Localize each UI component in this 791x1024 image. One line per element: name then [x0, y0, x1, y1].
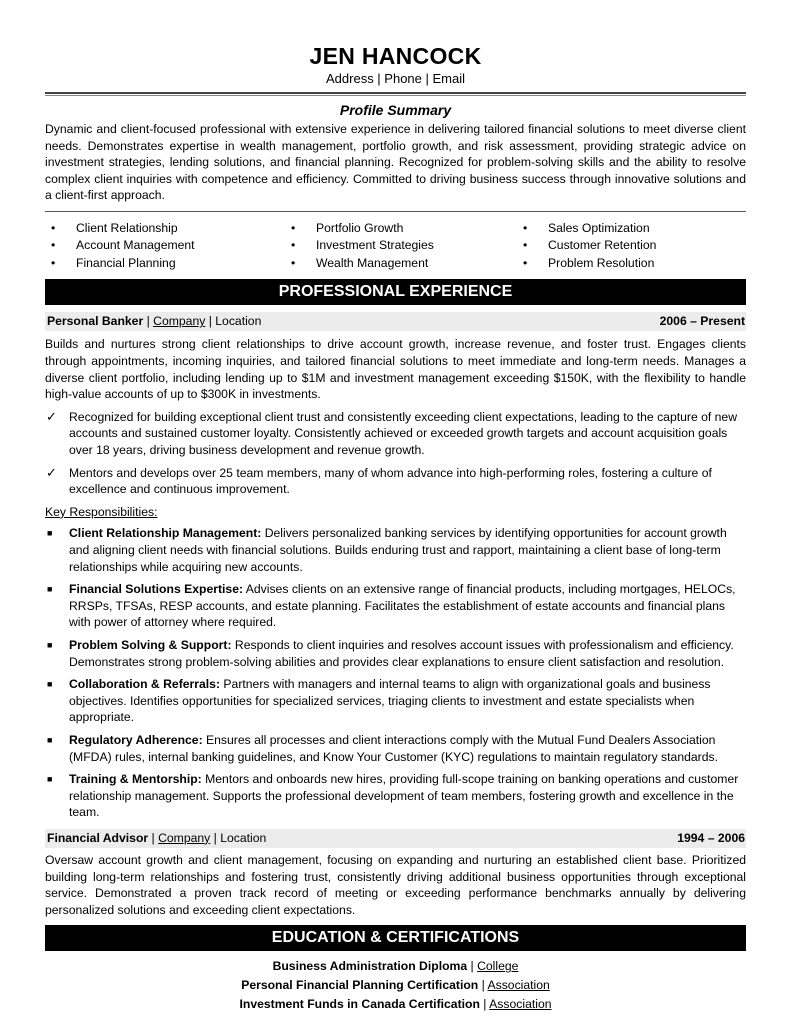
bullet-icon: •	[291, 255, 296, 270]
achievement-item: ✓ Recognized for building exceptional client trust and consistently exceeding client expectations, leading to the capture of new accounts and sustained customer loyalty. Consistently achieved or exceeded growth targets and account acquisition goals over 18 years, driving business development and revenue growth.	[46, 408, 738, 458]
square-bullet-icon: ■	[47, 639, 53, 650]
responsibility-item: ■ Collaboration & Referrals: Partners with managers and internal teams to align with organizational goals and business objectives. Identifies opportunities for specialized services, triaging clients to investment and estate specialists when appropriate.	[47, 677, 711, 725]
bullet-icon: •	[51, 255, 56, 270]
institution: College	[477, 959, 519, 974]
responsibility-item: ■ Client Relationship Management: Delivers personalized banking services by identifying opportunities for account growth and aligning client needs with financial solutions. Builds enduring trust and rapport, maintaining a client base of long-term relationships while acquiring new accounts.	[47, 526, 727, 574]
skills-column-3	[517, 220, 746, 273]
skill-item: • Account Management	[45, 237, 285, 255]
bullet-icon: •	[523, 220, 528, 235]
education-list	[45, 957, 746, 1014]
skill-item: • Sales Optimization	[517, 220, 746, 238]
job-header	[45, 312, 746, 331]
achievements-list	[45, 409, 746, 498]
skill-item: • Wealth Management	[285, 255, 517, 273]
key-responsibilities-label: Key Responsibilities:	[45, 504, 158, 519]
square-bullet-icon: ■	[47, 774, 53, 785]
header-divider	[45, 92, 746, 96]
job-dates: 2006 – Present	[659, 314, 745, 329]
responsibility-item: ■ Training & Mentorship: Mentors and onboards new hires, providing full-scope training on banking operations and customer relationship management. Supports the professional development of team members, fostering growth and excellence in the team.	[47, 772, 739, 820]
responsibility-item: ■ Problem Solving & Support: Responds to client inquiries and resolves account issues with professionalism and efficiency. Demonstrates strong problem-solving abilities and provides clear explanations to ensure client satisfaction and resolution.	[47, 637, 734, 669]
responsibility-item: ■ Financial Solutions Expertise: Advises clients on an extensive range of financial products, including mortgages, HELOCs, RRSPs, TFSAs, RESP accounts, and estate planning. Facilitates the establishment of estate accounts and financial plans with power of attorney where required.	[47, 582, 736, 630]
job-title: Personal Banker	[47, 314, 144, 329]
education-heading: EDUCATION & CERTIFICATIONS	[45, 925, 746, 951]
job-header	[45, 829, 746, 848]
skills-grid	[45, 220, 746, 273]
square-bullet-icon: ■	[47, 528, 53, 539]
institution: Association	[487, 978, 550, 993]
company-name: Company	[153, 314, 206, 329]
skill-item: • Customer Retention	[517, 237, 746, 255]
job-location: Location	[215, 314, 262, 329]
skills-column-1	[45, 220, 285, 273]
bullet-icon: •	[291, 238, 296, 253]
resume-page	[45, 42, 746, 1014]
institution: Association	[489, 997, 552, 1012]
job-summary: Oversaw account growth and client management, focusing on expanding and nurturing an established client base. Prioritized building long-term relationships and fostering trust, consistently driving additional business opportunities through exceptional service. Demonstrated a proven track record of meeting or exceeding performance benchmarks annually by delivering personalized solutions and exceeding client expectations.	[45, 852, 746, 917]
bullet-icon: •	[523, 238, 528, 253]
checkmark-icon: ✓	[46, 408, 57, 424]
bullet-icon: •	[51, 238, 56, 253]
responsibilities-list	[45, 525, 746, 821]
candidate-name: JEN HANCOCK	[309, 43, 482, 69]
skills-divider	[45, 211, 746, 212]
credential: Personal Financial Planning Certification	[241, 978, 479, 993]
credential: Business Administration Diploma	[272, 959, 468, 974]
skill-item: • Portfolio Growth	[285, 220, 517, 238]
job-summary: Builds and nurtures strong client relationships to drive account growth, increase revenue, and foster trust. Engages clients through appointments, incoming inquiries, and tailored financial solutions to meet immediate and long-term needs. Manages a diverse client portfolio, including lending up to $1M and investment management exceeding $150K, with the flexibility to handle high-value accounts of up to $300K in investments.	[45, 337, 746, 402]
skill-item: • Problem Resolution	[517, 255, 746, 273]
job-dates: 1994 – 2006	[677, 830, 745, 845]
education-item: Investment Funds in Canada Certification | Association	[239, 997, 552, 1012]
skill-item: • Financial Planning	[45, 255, 285, 273]
bullet-icon: •	[291, 220, 296, 235]
job-title: Financial Advisor	[47, 830, 149, 845]
square-bullet-icon: ■	[47, 734, 53, 745]
experience-heading: PROFESSIONAL EXPERIENCE	[45, 279, 746, 305]
square-bullet-icon: ■	[47, 584, 53, 595]
credential: Investment Funds in Canada Certification	[239, 997, 480, 1012]
skill-item: • Investment Strategies	[285, 237, 517, 255]
profile-summary-title: Profile Summary	[339, 102, 452, 118]
checkmark-icon: ✓	[46, 464, 57, 480]
job-title-line: Financial Advisor | Company | Location	[47, 830, 267, 845]
responsibility-item: ■ Regulatory Adherence: Ensures all processes and client interactions comply with the Mutual Fund Dealers Association (MFDA) rules, internal banking guidelines, and Know Your Customer (KYC) regulations to maintain regulatory standards.	[47, 732, 718, 764]
job-title-line: Personal Banker | Company | Location	[47, 314, 262, 329]
square-bullet-icon: ■	[47, 679, 53, 690]
skill-item: • Client Relationship	[45, 220, 285, 238]
company-name: Company	[158, 830, 211, 845]
education-item: Business Administration Diploma | College	[272, 959, 519, 974]
job-location: Location	[220, 830, 267, 845]
bullet-icon: •	[523, 255, 528, 270]
contact-line: Address | Phone | Email	[326, 71, 465, 86]
education-item: Personal Financial Planning Certification | Association	[241, 978, 550, 993]
profile-summary-text: Dynamic and client-focused professional with extensive experience in delivering tailored financial solutions to meet diverse client needs. Demonstrates expertise in wealth management, portfolio growth, and risk assessment, providing strategic advice on investment strategies, lending solutions, and financial planning. Recognized for problem-solving skills and the ability to resolve complex client inquiries with competence and efficiency. Committed to driving business success through innovative solutions and a client-first approach.	[45, 122, 746, 203]
bullet-icon: •	[51, 220, 56, 235]
skills-column-2	[285, 220, 517, 273]
achievement-item: ✓ Mentors and develops over 25 team members, many of whom advance into high-performing roles, fostering a culture of excellence and continuous improvement.	[46, 464, 712, 497]
